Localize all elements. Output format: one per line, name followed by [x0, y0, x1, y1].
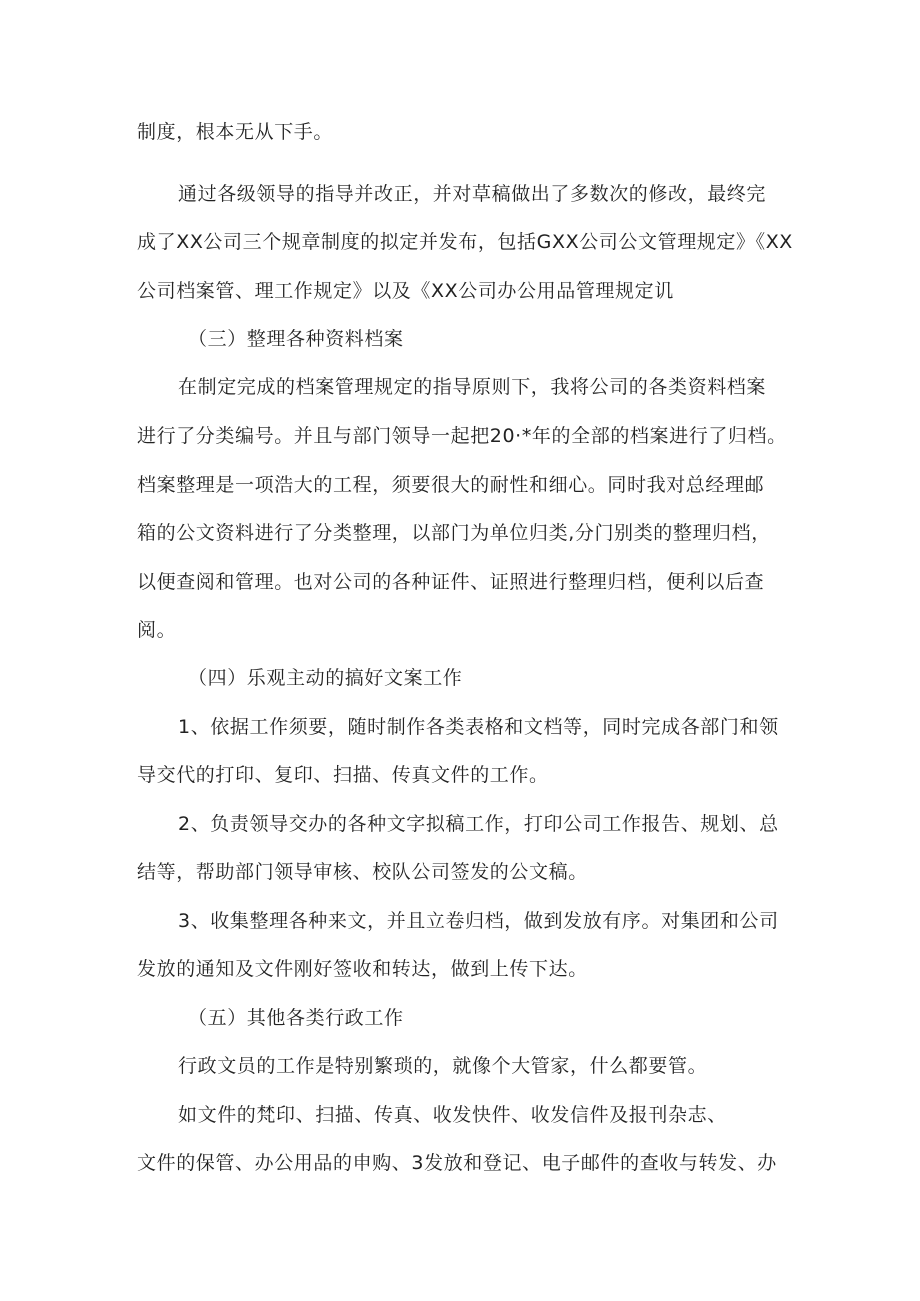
text-line: 进行了分类编号。并且与部门领导一起把20·*年的全部的档案进行了归档。 [137, 425, 787, 447]
text-line: 阅。 [137, 619, 177, 641]
section-heading: （四）乐观主动的搞好文案工作 [188, 667, 463, 689]
section-heading: （三）整理各种资料档案 [188, 328, 404, 350]
text-line: 在制定完成的档案管理规定的指导原则下，我将公司的各类资料档案 [178, 376, 767, 398]
text-line: 结等，帮助部门领导审核、校队公司签发的公文稿。 [137, 861, 588, 883]
text-line: 导交代的打印、复印、扫描、传真文件的工作。 [137, 764, 549, 786]
text-line: 发放的通知及文件刚好签收和转达，做到上传下达。 [137, 958, 588, 980]
section-heading: （五）其他各类行政工作 [188, 1007, 404, 1029]
text-line: 2、负责领导交办的各种文字拟稿工作，打印公司工作报告、规划、总 [178, 813, 779, 835]
text-line: 文件的保管、办公用品的申购、3发放和登记、电子邮件的查收与转发、办 [137, 1152, 777, 1174]
text-line: 档案整理是一项浩大的工程，须要很大的耐性和细心。同时我对总经理邮 [137, 474, 765, 496]
text-line: 以便查阅和管理。也对公司的各种证件、证照进行整理归档，便利以后查 [137, 571, 765, 593]
text-line: 如文件的梵印、扫描、传真、收发快件、收发信件及报刊杂志、 [178, 1104, 727, 1126]
text-line: 箱的公文资料进行了分类整理，以部门为单位归类,分门别类的整理归档， [137, 522, 771, 544]
text-line: 成了XX公司三个规章制度的拟定并发布，包括GXX公司公文管理规定》《XX [137, 231, 793, 253]
text-line: 3、收集整理各种来文，并且立卷归档，做到发放有序。对集团和公司 [178, 910, 779, 932]
text-line: 通过各级领导的指导并改正，并对草稿做出了多数次的修改，最终完 [178, 183, 767, 205]
text-line: 公司档案管、理工作规定》以及《XX公司办公用品管理规定讥 [137, 280, 674, 302]
text-line: 行政文员的工作是特别繁琐的，就像个大管家，什么都要管。 [178, 1055, 708, 1077]
text-line: 制度，根本无从下手。 [137, 121, 334, 143]
text-line: 1、依据工作须要，随时制作各类表格和文档等，同时完成各部门和领 [178, 716, 779, 738]
